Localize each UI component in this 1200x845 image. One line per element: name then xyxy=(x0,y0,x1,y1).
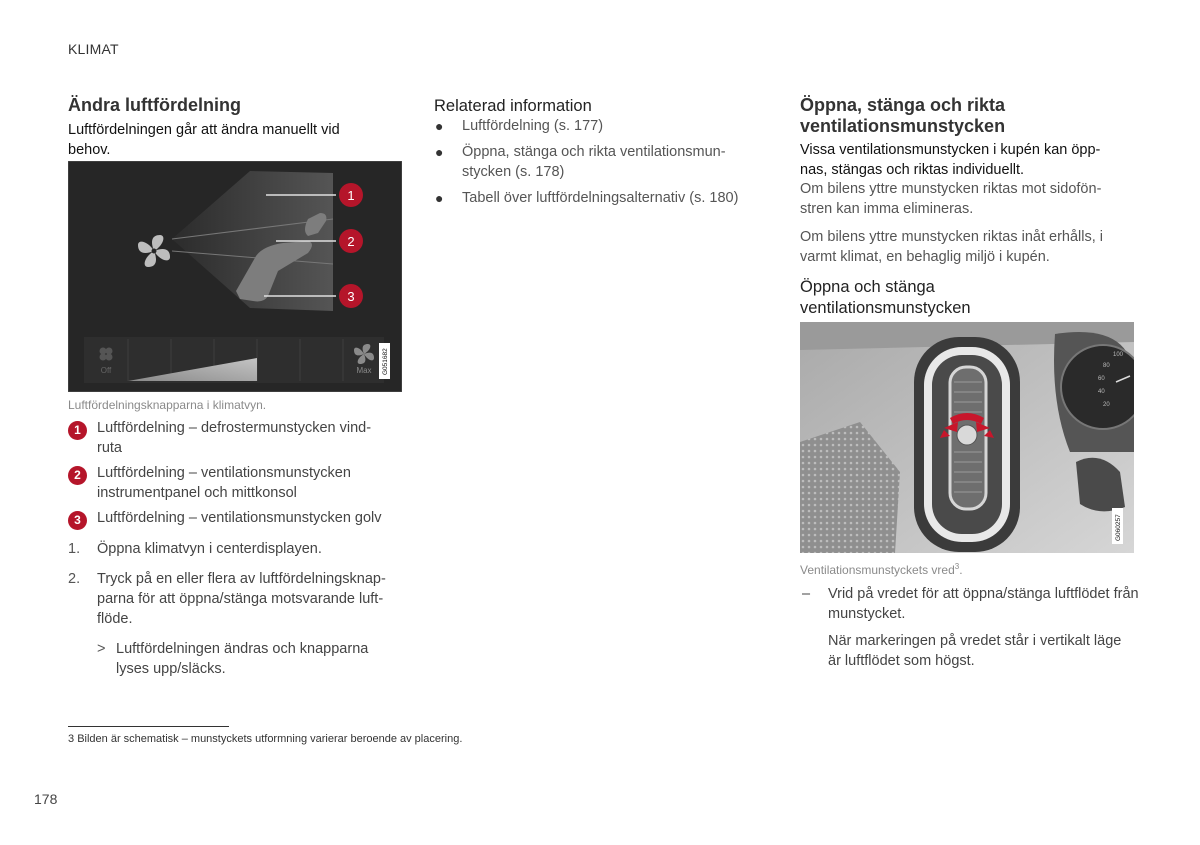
step-item: 2. Tryck på en eller flera av luftfördelningsknapparna för att öppna/stänga motsvarande luftflöde. xyxy=(68,571,386,627)
related-link[interactable]: ● Luftfördelning (s. 177) xyxy=(435,118,604,134)
figure-code: G060257 xyxy=(1115,514,1122,541)
intro-text: Luftfördelningen går att ändra manuellt vid behov. xyxy=(68,122,340,158)
speedometer-gauge xyxy=(1054,332,1134,452)
right-intro: Vissa ventilationsmunstycken i kupén kan öppnas, stängas och riktas individuellt. xyxy=(800,142,1101,178)
fan-off-label: Off xyxy=(100,366,112,375)
gauge-tick: 80 xyxy=(1103,363,1110,369)
related-heading: Relaterad information xyxy=(434,97,592,115)
right-paragraph: Om bilens yttre munstycken riktas mot sidofönstren kan imma elimineras. xyxy=(800,181,1102,217)
instruction-item: – Vrid på vredet för att öppna/stänga luftflödet från munstycket. xyxy=(802,586,1139,622)
vent-illustration xyxy=(800,322,1134,553)
callout-badge: 1 xyxy=(68,421,87,440)
callout-badge: 2 xyxy=(68,466,87,485)
step-item: 1. Öppna klimatvyn i centerdisplayen. xyxy=(68,541,322,557)
instruction-note: När markeringen på vredet står i vertikalt läge är luftflödet som högst. xyxy=(828,633,1122,669)
related-link[interactable]: ● Tabell över luftfördelningsalternativ (s. 180) xyxy=(435,190,739,206)
climate-view-illustration xyxy=(68,161,402,392)
callout-1: 1 xyxy=(347,188,355,203)
callout-badge: 3 xyxy=(68,511,87,530)
step-result: > Luftfördelningen ändras och knapparna lyses upp/släcks. xyxy=(97,641,369,677)
footnote-divider xyxy=(68,726,229,727)
page-title: Ändra luftfördelning xyxy=(68,95,241,115)
sub-heading: Öppna och stänga ventilationsmunstycken xyxy=(800,278,971,317)
gauge-tick: 20 xyxy=(1103,402,1110,408)
callout-2: 2 xyxy=(347,234,355,249)
figure-caption: Luftfördelningsknapparna i klimatvyn. xyxy=(68,398,267,412)
gauge-tick: 40 xyxy=(1098,389,1105,395)
vent-figure xyxy=(800,322,1134,553)
section-label: KLIMAT xyxy=(68,41,119,57)
right-paragraph: Om bilens yttre munstycken riktas inåt erhålls, i varmt klimat, en behaglig miljö i kupén. xyxy=(800,229,1103,265)
steps-list xyxy=(68,539,402,679)
section-heading: Öppna, stänga och rikta ventilationsmunstycken xyxy=(800,95,1006,136)
figure-code: G051682 xyxy=(382,348,389,375)
climate-view-figure xyxy=(68,161,402,392)
fan-max-label: Max xyxy=(356,366,372,375)
related-link[interactable]: ● Öppna, stänga och rikta ventilationsmunstycken (s. 178) xyxy=(435,144,726,180)
page-number: 178 xyxy=(34,791,58,807)
list-item: 1 Luftfördelning – defrostermunstycken vindruta xyxy=(68,418,388,458)
callout-3: 3 xyxy=(347,289,355,304)
figure-caption: Ventilationsmunstyckets vred$^3$. xyxy=(800,562,963,577)
list-item: 3 Luftfördelning – ventilationsmunstycken golv xyxy=(68,508,388,528)
related-links xyxy=(434,116,769,214)
gauge-tick: 60 xyxy=(1098,376,1105,382)
footnote: 3 Bilden är schematisk – munstyckets utformning varierar beroende av placering. xyxy=(68,733,463,745)
gauge-tick: 100 xyxy=(1113,352,1124,358)
callout-list xyxy=(68,418,388,533)
list-item: 2 Luftfördelning – ventilationsmunstycken instrumentpanel och mittkonsol xyxy=(68,463,388,503)
